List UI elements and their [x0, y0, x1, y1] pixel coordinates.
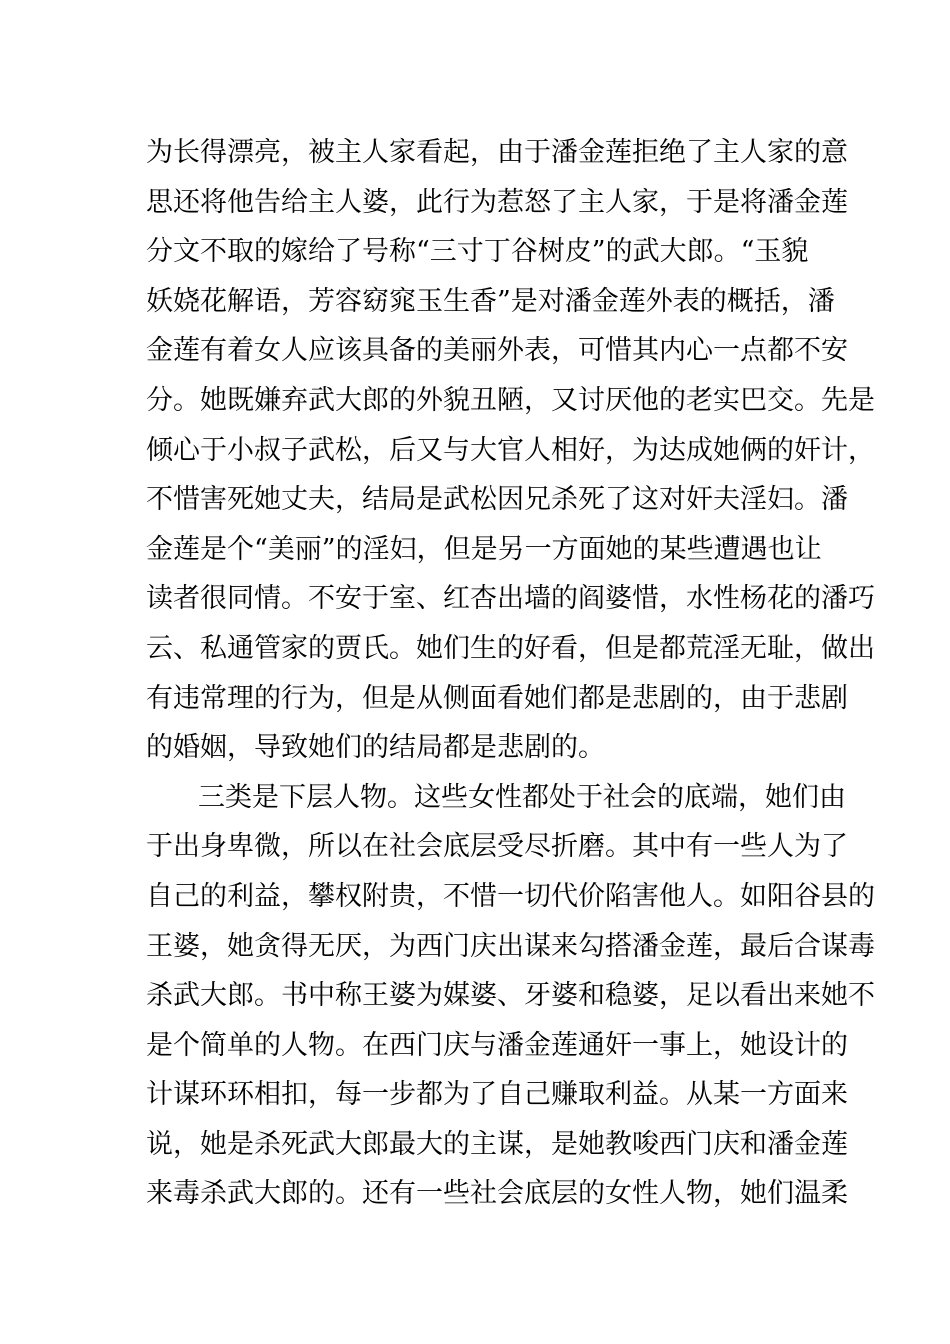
text-line: 云、私通管家的贾氏。她们生的好看，但是都荒淫无耻，做出: [146, 632, 875, 664]
text-line: 不惜害死她丈夫，结局是武松因兄杀死了这对奸夫淫妇。潘: [146, 484, 848, 516]
text-line: 计谋环环相扣，每一步都为了自己赚取利益。从某一方面来: [146, 1079, 848, 1111]
text-line: 妖娆花解语，芳容窈窕玉生香”是对潘金莲外表的概括，潘: [146, 285, 835, 317]
text-line: 来毒杀武大郎的。还有一些社会底层的女性人物，她们温柔: [146, 1178, 848, 1210]
body-text: [146, 128, 875, 1219]
text-line: 有违常理的行为，但是从侧面看她们都是悲剧的，由于悲剧: [146, 682, 848, 714]
text-line: 倾心于小叔子武松，后又与大官人相好，为达成她俩的奸计，: [146, 434, 875, 466]
text-line: 思还将他告给主人婆，此行为惹怒了主人家，于是将潘金莲: [146, 186, 848, 218]
text-line: 是个简单的人物。在西门庆与潘金莲通奸一事上，她设计的: [146, 1029, 848, 1061]
text-line: 分。她既嫌弃武大郎的外貌丑陋，又讨厌他的老实巴交。先是: [146, 384, 875, 416]
text-line: 王婆，她贪得无厌，为西门庆出谋来勾搭潘金莲，最后合谋毒: [146, 930, 875, 962]
text-line: 于出身卑微，所以在社会底层受尽折磨。其中有一些人为了: [146, 831, 848, 863]
text-line: 分文不取的嫁给了号称“三寸丁谷树皮”的武大郎。“玉貌: [146, 236, 809, 268]
text-line: 读者很同情。不安于室、红杏出墙的阎婆惜，水性杨花的潘巧: [146, 583, 875, 615]
text-line: 为长得漂亮，被主人家看起，由于潘金莲拒绝了主人家的意: [146, 137, 848, 168]
text-line: 说，她是杀死武大郎最大的主谋，是她教唆西门庆和潘金莲: [146, 1128, 848, 1160]
paragraph-start-line: 三类是下层人物。这些女性都处于社会的底端，她们由: [198, 781, 846, 813]
text-line: 杀武大郎。书中称王婆为媒婆、牙婆和稳婆，足以看出来她不: [146, 980, 875, 1012]
text-line: 金莲是个“美丽”的淫妇，但是另一方面她的某些遭遇也让: [146, 533, 822, 565]
text-line: 金莲有着女人应该具备的美丽外表，可惜其内心一点都不安: [146, 335, 848, 367]
paragraph-end-line: 的婚姻，导致她们的结局都是悲剧的。: [146, 732, 605, 764]
text-line: 自己的利益，攀权附贵，不惜一切代价陷害他人。如阳谷县的: [146, 880, 875, 912]
